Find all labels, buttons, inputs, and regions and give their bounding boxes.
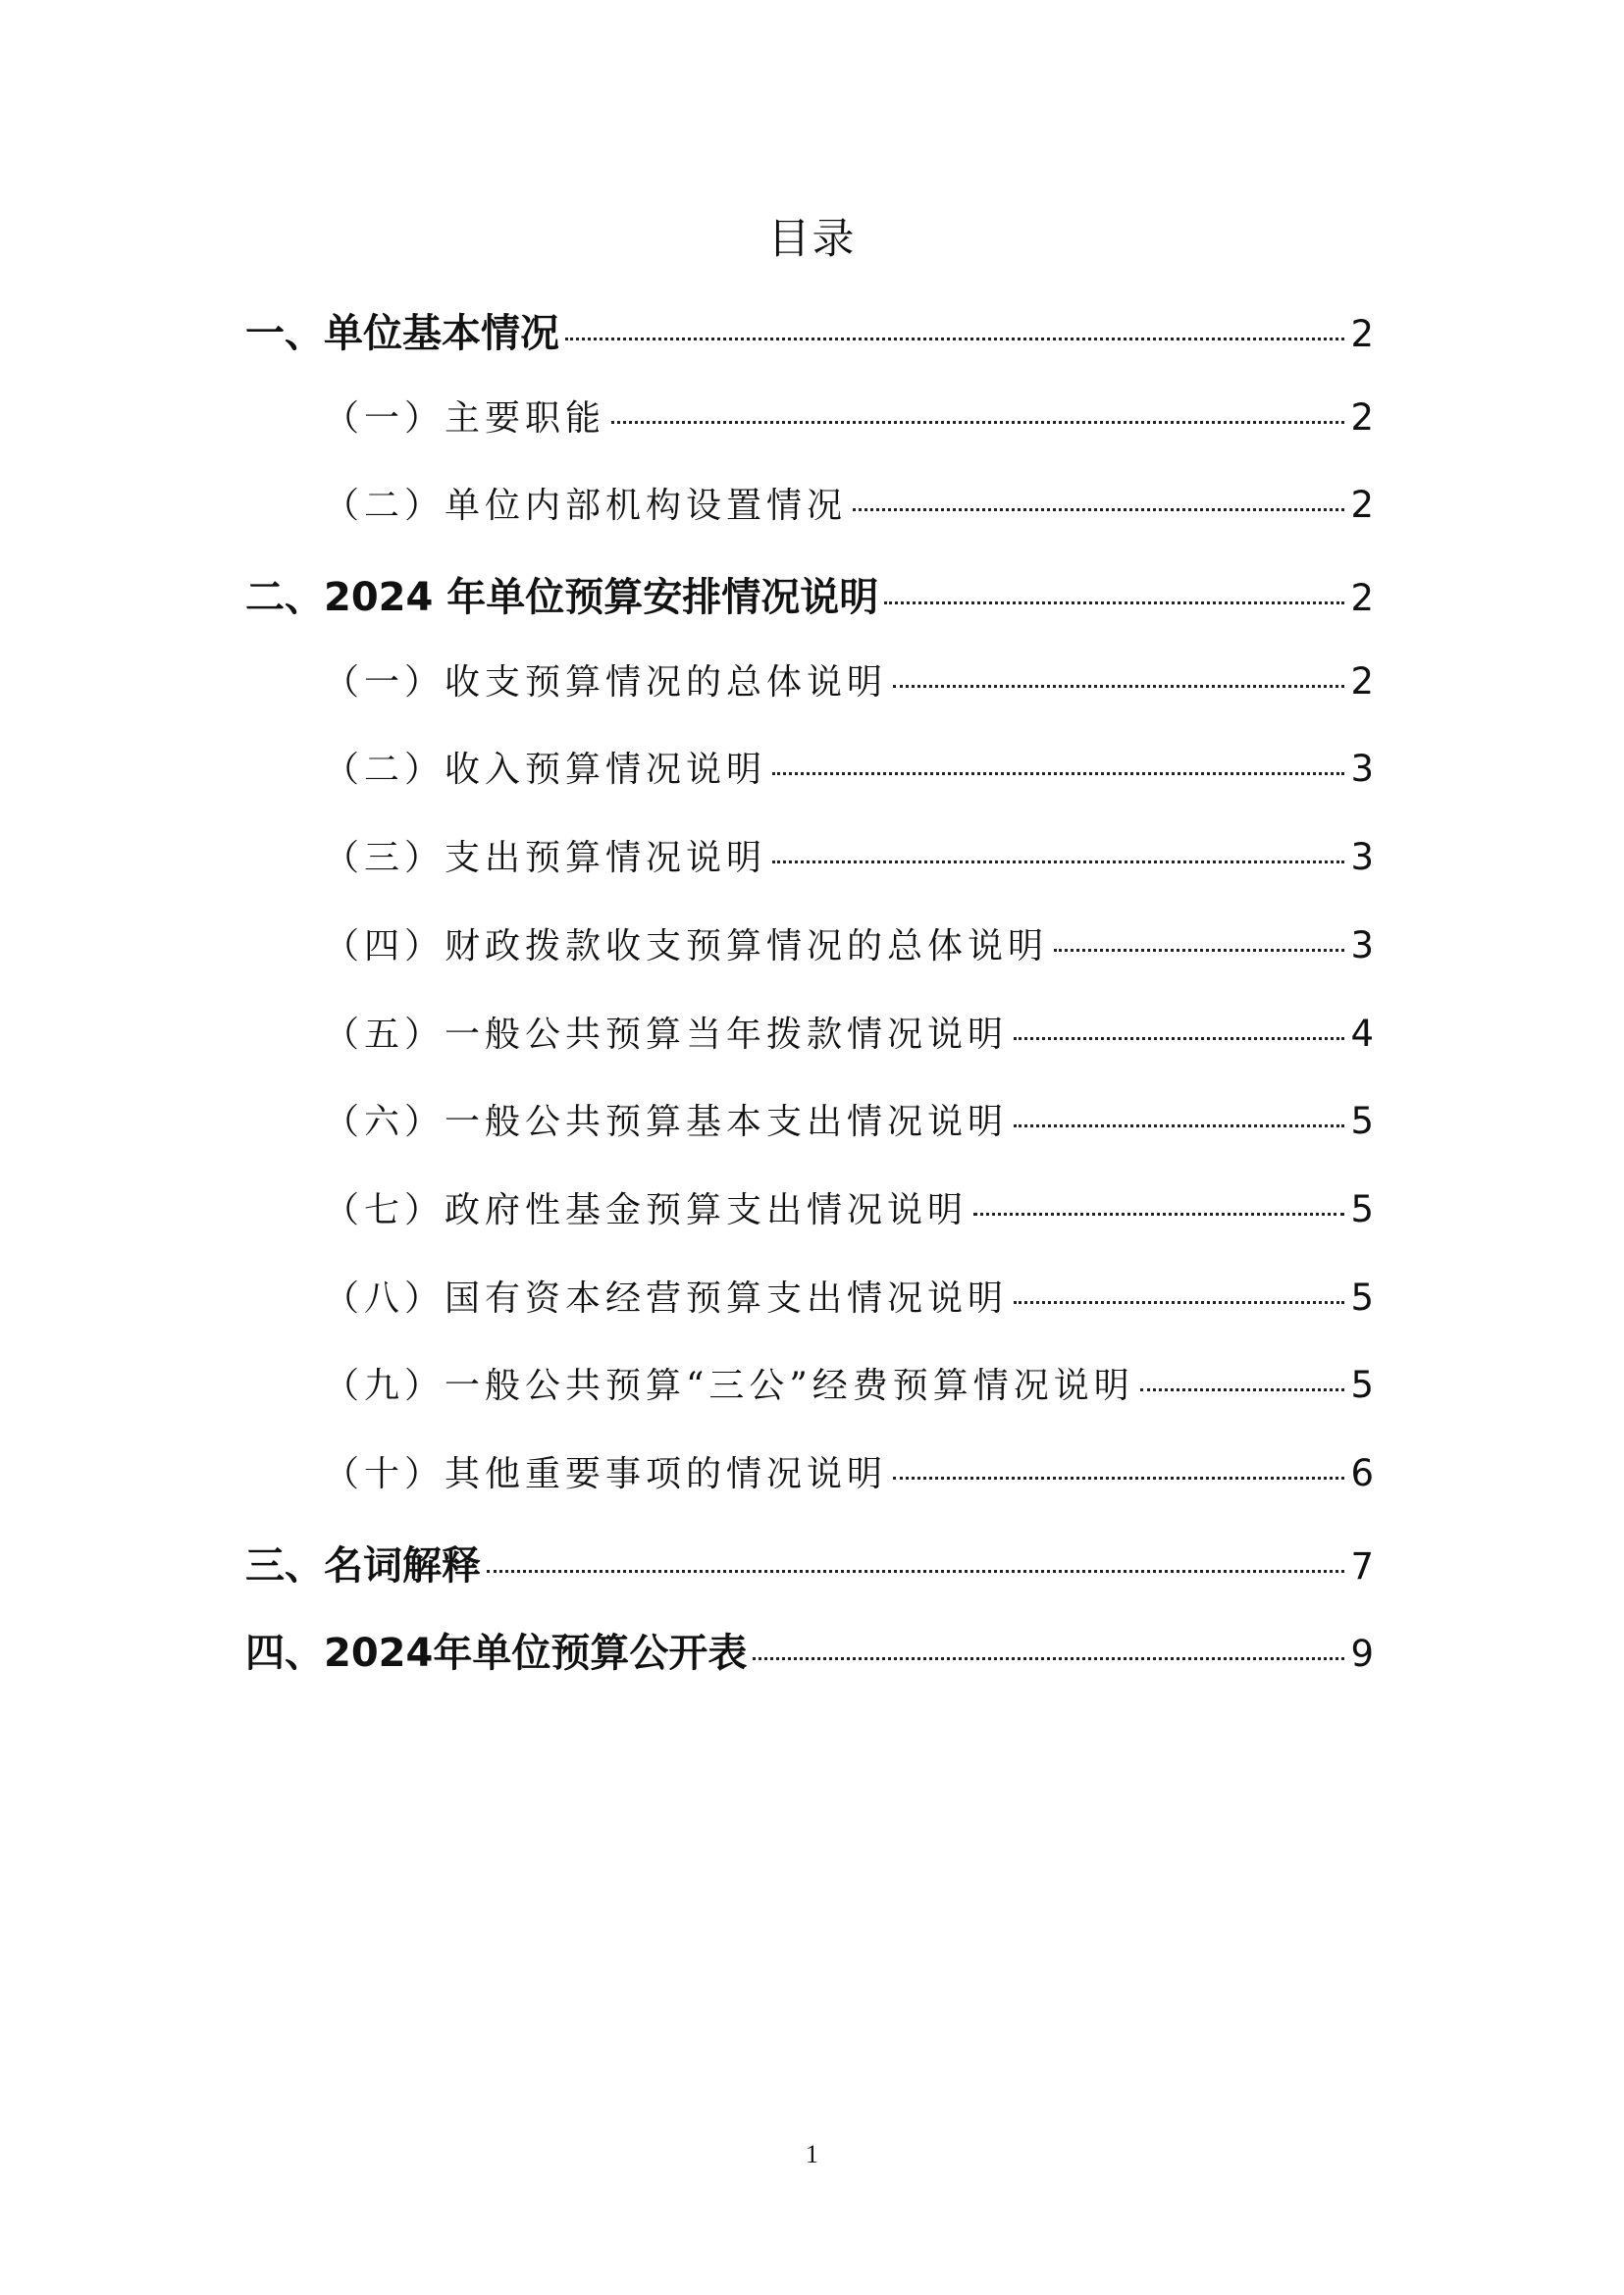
toc-entry-section-2-1[interactable]: [245, 647, 1374, 735]
toc-entry-label: （一）主要职能: [324, 397, 606, 439]
toc-dot-leader: [1014, 1124, 1344, 1127]
toc-entry-section-4[interactable]: [245, 1614, 1374, 1702]
toc-entry-section-2-8[interactable]: [245, 1263, 1374, 1351]
toc-entry-label: （八）国有资本经营预算支出情况说明: [324, 1278, 1009, 1319]
toc-entry-label: （六）一般公共预算基本支出情况说明: [324, 1102, 1009, 1143]
toc-entry-section-2-5[interactable]: [245, 999, 1374, 1087]
toc-entry-label: 二、2024 年单位预算安排情况说明: [245, 575, 879, 621]
footer-page-number: 1: [806, 2140, 818, 2168]
toc-entry-label: （二）单位内部机构设置情况: [324, 486, 848, 527]
toc-entry-section-1-2[interactable]: [245, 470, 1374, 558]
toc-entry-label: 四、2024年单位预算公开表: [245, 1631, 748, 1677]
toc-entry-page-number: 2: [1350, 484, 1374, 527]
toc-entry-section-2-7[interactable]: [245, 1174, 1374, 1263]
toc-entry-section-2-3[interactable]: [245, 822, 1374, 911]
toc-entry-label: 一、单位基本情况: [245, 311, 559, 356]
toc-dot-leader: [893, 1477, 1344, 1480]
toc-entry-page-number: 3: [1350, 836, 1374, 879]
toc-dot-leader: [1054, 949, 1344, 952]
toc-entry-page-number: 6: [1350, 1451, 1374, 1494]
toc-entry-section-2-4[interactable]: [245, 911, 1374, 999]
toc-dot-leader: [772, 772, 1344, 775]
toc-entry-label: （三）支出预算情况说明: [324, 838, 767, 879]
toc-entry-page-number: 9: [1350, 1633, 1374, 1676]
toc-entry-section-3[interactable]: [245, 1527, 1374, 1615]
toc-entry-page-number: 5: [1350, 1276, 1374, 1319]
toc-dot-leader: [565, 338, 1344, 340]
toc-dot-leader: [772, 861, 1344, 863]
toc-entry-label: （七）政府性基金预算支出情况说明: [324, 1189, 969, 1230]
toc-entry-label: 三、名词解释: [245, 1542, 481, 1589]
toc-entry-section-2-2[interactable]: [245, 734, 1374, 822]
toc-dot-leader: [753, 1657, 1344, 1660]
toc-dot-leader: [1014, 1037, 1344, 1040]
toc-dot-leader: [487, 1570, 1344, 1573]
toc-dot-leader: [973, 1213, 1344, 1216]
toc-entry-label: （一）收支预算情况的总体说明: [324, 661, 888, 703]
toc-entry-page-number: 2: [1350, 395, 1374, 439]
toc-entry-label: （二）收入预算情况说明: [324, 750, 767, 791]
toc-entry-label: （九）一般公共预算“三公”经费预算情况说明: [324, 1366, 1134, 1407]
toc-dot-leader: [853, 508, 1344, 511]
toc-dot-leader: [893, 685, 1344, 688]
toc-entry-page-number: 5: [1350, 1187, 1374, 1230]
toc-entry-label: （五）一般公共预算当年拨款情况说明: [324, 1014, 1009, 1055]
toc-entry-section-1[interactable]: [245, 294, 1374, 383]
toc-title: 目录: [767, 215, 857, 264]
toc-dot-leader: [1140, 1388, 1344, 1391]
toc-entry-section-1-1[interactable]: [245, 383, 1374, 471]
toc-entry-page-number: 3: [1350, 923, 1374, 966]
toc-entry-page-number: 4: [1350, 1012, 1374, 1055]
toc-entry-page-number: 7: [1350, 1544, 1374, 1588]
toc-entry-page-number: 5: [1350, 1100, 1374, 1143]
toc-entry-label: （十）其他重要事项的情况说明: [324, 1453, 888, 1494]
toc-entry-page-number: 5: [1350, 1364, 1374, 1407]
toc-entry-label: （四）财政拨款收支预算情况的总体说明: [324, 925, 1049, 966]
toc-entry-page-number: 2: [1350, 577, 1374, 620]
toc-entry-page-number: 2: [1350, 659, 1374, 703]
toc-entry-page-number: 3: [1350, 748, 1374, 791]
table-of-contents: [245, 294, 1374, 1702]
toc-dot-leader: [1014, 1301, 1344, 1304]
toc-entry-section-2-6[interactable]: [245, 1086, 1374, 1174]
toc-dot-leader: [884, 601, 1344, 604]
toc-entry-section-2-10[interactable]: [245, 1438, 1374, 1527]
toc-dot-leader: [611, 421, 1344, 424]
toc-entry-page-number: 2: [1350, 313, 1374, 355]
toc-entry-section-2[interactable]: [245, 558, 1374, 647]
toc-entry-section-2-9[interactable]: [245, 1350, 1374, 1438]
